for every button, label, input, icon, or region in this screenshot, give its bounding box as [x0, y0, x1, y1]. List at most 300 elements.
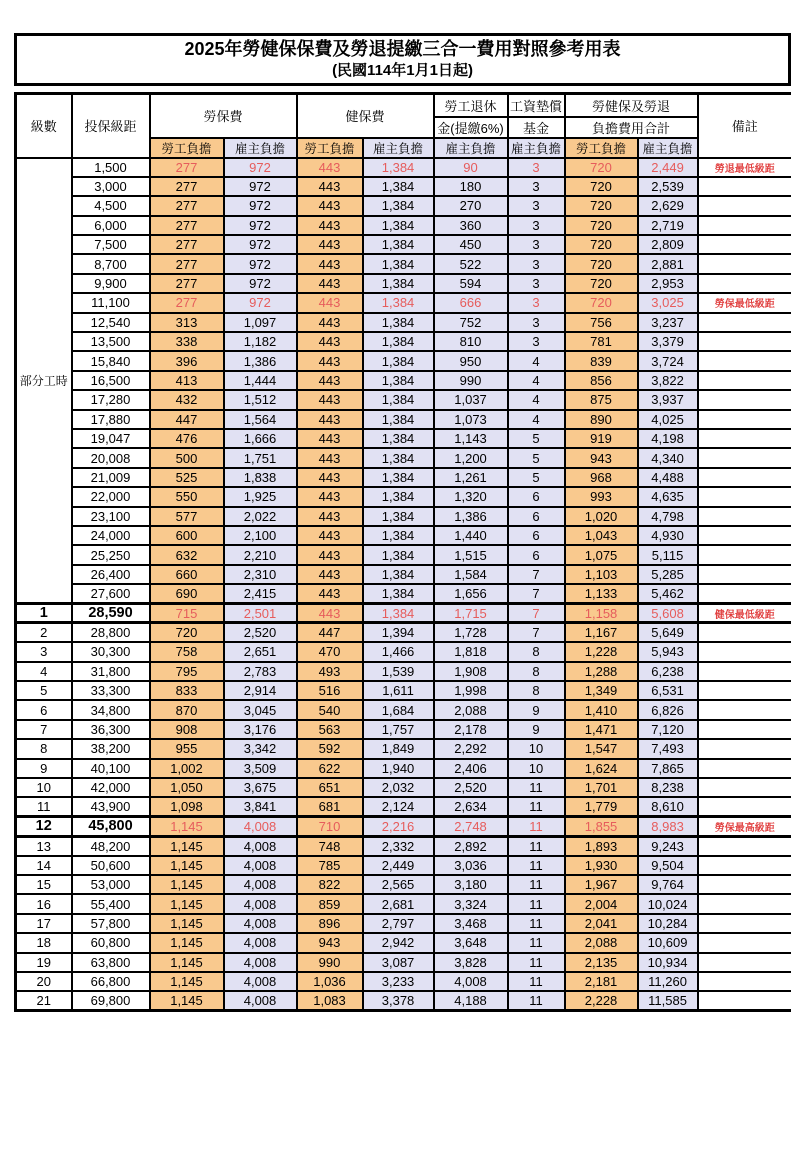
value-cell: 11: [508, 875, 565, 894]
level-cell: 2: [16, 623, 72, 642]
value-cell: 875: [565, 390, 638, 409]
value-cell: 1,083: [297, 991, 363, 1010]
value-cell: 11,260: [638, 972, 698, 991]
value-cell: 1,715: [434, 603, 508, 622]
table-row: [16, 642, 791, 661]
value-cell: 443: [297, 254, 363, 273]
value-cell: 1,097: [224, 313, 297, 332]
value-cell: 972: [224, 177, 297, 196]
col-group-health-insurance: 健保費: [297, 94, 434, 138]
remark-cell: [698, 487, 791, 506]
value-cell: 1,701: [565, 778, 638, 797]
value-cell: 4: [508, 410, 565, 429]
remark-cell: [698, 410, 791, 429]
remark-cell: [698, 700, 791, 719]
value-cell: 277: [150, 254, 224, 273]
table-row: [16, 584, 791, 603]
table-row: [16, 933, 791, 952]
value-cell: 516: [297, 681, 363, 700]
value-cell: 4: [508, 351, 565, 370]
value-cell: 3,648: [434, 933, 508, 952]
value-cell: 2,942: [363, 933, 434, 952]
value-cell: 500: [150, 448, 224, 467]
value-cell: 1,386: [224, 351, 297, 370]
bracket-cell: 17,280: [72, 390, 150, 409]
bracket-cell: 36,300: [72, 720, 150, 739]
bracket-cell: 6,000: [72, 216, 150, 235]
value-cell: 5,115: [638, 545, 698, 564]
value-cell: 1,384: [363, 235, 434, 254]
value-cell: 950: [434, 351, 508, 370]
remark-cell: [698, 235, 791, 254]
value-cell: 1,471: [565, 720, 638, 739]
value-cell: 3: [508, 274, 565, 293]
value-cell: 795: [150, 662, 224, 681]
bracket-cell: 3,000: [72, 177, 150, 196]
level-group-part-time: 部分工時: [16, 158, 72, 604]
bracket-cell: 7,500: [72, 235, 150, 254]
value-cell: 443: [297, 293, 363, 312]
level-cell: 11: [16, 797, 72, 816]
value-cell: 2,178: [434, 720, 508, 739]
value-cell: 2,797: [363, 914, 434, 933]
table-row: [16, 351, 791, 370]
value-cell: 622: [297, 759, 363, 778]
table-row: [16, 158, 791, 177]
value-cell: 1,967: [565, 875, 638, 894]
value-cell: 7: [508, 603, 565, 622]
value-cell: 2,719: [638, 216, 698, 235]
value-cell: 11: [508, 817, 565, 836]
premium-table: [14, 92, 791, 1012]
table-row: [16, 972, 791, 991]
value-cell: 1,050: [150, 778, 224, 797]
value-cell: 470: [297, 642, 363, 661]
value-cell: 3: [508, 177, 565, 196]
remark-cell: 勞保最低級距: [698, 293, 791, 312]
table-row: [16, 700, 791, 719]
value-cell: 2,501: [224, 603, 297, 622]
value-cell: 651: [297, 778, 363, 797]
value-cell: 7,120: [638, 720, 698, 739]
value-cell: 3: [508, 196, 565, 215]
remark-cell: [698, 332, 791, 351]
value-cell: 990: [297, 953, 363, 972]
value-cell: 681: [297, 797, 363, 816]
value-cell: 1,818: [434, 642, 508, 661]
value-cell: 4,635: [638, 487, 698, 506]
value-cell: 1,410: [565, 700, 638, 719]
remark-cell: [698, 429, 791, 448]
page-title: 2025年勞健保保費及勞退提繳三合一費用對照參考用表: [17, 38, 788, 61]
value-cell: 1,200: [434, 448, 508, 467]
bracket-cell: 63,800: [72, 953, 150, 972]
value-cell: 972: [224, 254, 297, 273]
value-cell: 720: [565, 274, 638, 293]
value-cell: 3,045: [224, 700, 297, 719]
level-cell: 20: [16, 972, 72, 991]
value-cell: 2,892: [434, 836, 508, 855]
value-cell: 4,008: [224, 953, 297, 972]
value-cell: 443: [297, 390, 363, 409]
value-cell: 4,008: [224, 972, 297, 991]
value-cell: 447: [150, 410, 224, 429]
table-row: [16, 914, 791, 933]
value-cell: 1,384: [363, 216, 434, 235]
value-cell: 1,666: [224, 429, 297, 448]
value-cell: 720: [565, 177, 638, 196]
remark-cell: [698, 720, 791, 739]
value-cell: 1,075: [565, 545, 638, 564]
col-header-level: 級數: [16, 94, 72, 158]
value-cell: 592: [297, 739, 363, 758]
value-cell: 5,608: [638, 603, 698, 622]
value-cell: 3,937: [638, 390, 698, 409]
remark-cell: [698, 623, 791, 642]
value-cell: 1,167: [565, 623, 638, 642]
value-cell: 4,008: [224, 817, 297, 836]
col-group-wage-fund-line2: 基金: [508, 117, 565, 138]
value-cell: 2,292: [434, 739, 508, 758]
value-cell: 720: [150, 623, 224, 642]
bracket-cell: 66,800: [72, 972, 150, 991]
value-cell: 1,145: [150, 817, 224, 836]
value-cell: 4,930: [638, 526, 698, 545]
value-cell: 3,025: [638, 293, 698, 312]
remark-cell: [698, 894, 791, 913]
value-cell: 4: [508, 390, 565, 409]
value-cell: 2,539: [638, 177, 698, 196]
bracket-cell: 1,500: [72, 158, 150, 177]
value-cell: 4,008: [224, 875, 297, 894]
col-group-wage-fund-line1: 工資墊償: [508, 94, 565, 117]
value-cell: 443: [297, 371, 363, 390]
value-cell: 11: [508, 933, 565, 952]
value-cell: 3,378: [363, 991, 434, 1010]
bracket-cell: 34,800: [72, 700, 150, 719]
table-row: [16, 216, 791, 235]
value-cell: 11: [508, 953, 565, 972]
value-cell: 2,228: [565, 991, 638, 1010]
remark-cell: [698, 836, 791, 855]
level-cell: 1: [16, 603, 72, 622]
value-cell: 443: [297, 429, 363, 448]
bracket-cell: 69,800: [72, 991, 150, 1010]
bracket-cell: 19,047: [72, 429, 150, 448]
bracket-cell: 15,840: [72, 351, 150, 370]
value-cell: 443: [297, 313, 363, 332]
value-cell: 1,384: [363, 487, 434, 506]
value-cell: 277: [150, 235, 224, 254]
value-cell: 1,384: [363, 313, 434, 332]
col-group-total-line1: 勞健保及勞退: [565, 94, 698, 117]
value-cell: 443: [297, 158, 363, 177]
level-cell: 6: [16, 700, 72, 719]
value-cell: 10,024: [638, 894, 698, 913]
value-cell: 3,509: [224, 759, 297, 778]
value-cell: 2,181: [565, 972, 638, 991]
value-cell: 11: [508, 778, 565, 797]
value-cell: 443: [297, 526, 363, 545]
remark-cell: [698, 216, 791, 235]
level-cell: 18: [16, 933, 72, 952]
table-row: [16, 681, 791, 700]
value-cell: 660: [150, 565, 224, 584]
value-cell: 1,849: [363, 739, 434, 758]
value-cell: 11: [508, 914, 565, 933]
value-cell: 443: [297, 565, 363, 584]
value-cell: 4,798: [638, 507, 698, 526]
value-cell: 594: [434, 274, 508, 293]
table-row: [16, 274, 791, 293]
col-header-bracket: 投保級距: [72, 94, 150, 158]
value-cell: 1,384: [363, 274, 434, 293]
level-cell: 17: [16, 914, 72, 933]
value-cell: 1,384: [363, 584, 434, 603]
table-row: [16, 371, 791, 390]
value-cell: 1,384: [363, 526, 434, 545]
value-cell: 972: [224, 274, 297, 293]
value-cell: 9: [508, 700, 565, 719]
value-cell: 11: [508, 894, 565, 913]
value-cell: 443: [297, 507, 363, 526]
table-body: [16, 158, 791, 1011]
value-cell: 9,764: [638, 875, 698, 894]
value-cell: 5: [508, 448, 565, 467]
value-cell: 1,145: [150, 836, 224, 855]
value-cell: 9: [508, 720, 565, 739]
value-cell: 1,145: [150, 933, 224, 952]
table-row: [16, 487, 791, 506]
value-cell: 3,180: [434, 875, 508, 894]
value-cell: 11: [508, 991, 565, 1010]
value-cell: 4,008: [224, 933, 297, 952]
value-cell: 2,004: [565, 894, 638, 913]
level-cell: 8: [16, 739, 72, 758]
remark-cell: 勞退最低級距: [698, 158, 791, 177]
value-cell: 2,565: [363, 875, 434, 894]
value-cell: 1,384: [363, 468, 434, 487]
value-cell: 577: [150, 507, 224, 526]
value-cell: 1,728: [434, 623, 508, 642]
value-cell: 1,584: [434, 565, 508, 584]
subheader-pension-employer: 雇主負擔: [434, 138, 508, 158]
level-cell: 7: [16, 720, 72, 739]
value-cell: 3,036: [434, 856, 508, 875]
level-cell: 14: [16, 856, 72, 875]
value-cell: 540: [297, 700, 363, 719]
value-cell: 432: [150, 390, 224, 409]
value-cell: 2,681: [363, 894, 434, 913]
subheader-labor-employee: 勞工負擔: [150, 138, 224, 158]
value-cell: 720: [565, 216, 638, 235]
value-cell: 8,610: [638, 797, 698, 816]
value-cell: 1,384: [363, 371, 434, 390]
value-cell: 11,585: [638, 991, 698, 1010]
value-cell: 1,320: [434, 487, 508, 506]
value-cell: 413: [150, 371, 224, 390]
remark-cell: [698, 371, 791, 390]
remark-cell: [698, 274, 791, 293]
value-cell: 3: [508, 332, 565, 351]
bracket-cell: 22,000: [72, 487, 150, 506]
level-cell: 15: [16, 875, 72, 894]
value-cell: 2,032: [363, 778, 434, 797]
value-cell: 781: [565, 332, 638, 351]
value-cell: 1,002: [150, 759, 224, 778]
value-cell: 4: [508, 371, 565, 390]
value-cell: 720: [565, 254, 638, 273]
value-cell: 2,022: [224, 507, 297, 526]
table-row: [16, 196, 791, 215]
value-cell: 2,124: [363, 797, 434, 816]
table-row: [16, 526, 791, 545]
value-cell: 522: [434, 254, 508, 273]
col-group-labor-insurance: 勞保費: [150, 94, 297, 138]
value-cell: 443: [297, 196, 363, 215]
subheader-labor-employer: 雇主負擔: [224, 138, 297, 158]
value-cell: 715: [150, 603, 224, 622]
value-cell: 3,724: [638, 351, 698, 370]
table-row: [16, 778, 791, 797]
value-cell: 2,415: [224, 584, 297, 603]
value-cell: 8,983: [638, 817, 698, 836]
value-cell: 1,384: [363, 390, 434, 409]
value-cell: 943: [297, 933, 363, 952]
value-cell: 2,748: [434, 817, 508, 836]
value-cell: 10,284: [638, 914, 698, 933]
value-cell: 890: [565, 410, 638, 429]
value-cell: 4,008: [224, 991, 297, 1010]
value-cell: 6,826: [638, 700, 698, 719]
table-row: [16, 817, 791, 836]
bracket-cell: 45,800: [72, 817, 150, 836]
value-cell: 8: [508, 681, 565, 700]
table-row: [16, 662, 791, 681]
table-header: [16, 94, 791, 158]
value-cell: 1,908: [434, 662, 508, 681]
value-cell: 993: [565, 487, 638, 506]
remark-cell: [698, 351, 791, 370]
bracket-cell: 60,800: [72, 933, 150, 952]
value-cell: 3,675: [224, 778, 297, 797]
table-row: [16, 836, 791, 855]
value-cell: 7: [508, 584, 565, 603]
value-cell: 563: [297, 720, 363, 739]
value-cell: 3: [508, 235, 565, 254]
bracket-cell: 4,500: [72, 196, 150, 215]
value-cell: 3: [508, 158, 565, 177]
value-cell: 748: [297, 836, 363, 855]
value-cell: 443: [297, 448, 363, 467]
remark-cell: [698, 739, 791, 758]
value-cell: 822: [297, 875, 363, 894]
table-row: [16, 875, 791, 894]
value-cell: 2,520: [224, 623, 297, 642]
value-cell: 839: [565, 351, 638, 370]
bracket-cell: 17,880: [72, 410, 150, 429]
table-row: [16, 565, 791, 584]
level-cell: 13: [16, 836, 72, 855]
remark-cell: 勞保最高級距: [698, 817, 791, 836]
value-cell: 5: [508, 468, 565, 487]
remark-cell: [698, 991, 791, 1010]
bracket-cell: 25,250: [72, 545, 150, 564]
value-cell: 752: [434, 313, 508, 332]
bracket-cell: 43,900: [72, 797, 150, 816]
value-cell: 972: [224, 158, 297, 177]
value-cell: 1,073: [434, 410, 508, 429]
value-cell: 443: [297, 332, 363, 351]
value-cell: 955: [150, 739, 224, 758]
value-cell: 277: [150, 158, 224, 177]
value-cell: 1,384: [363, 158, 434, 177]
subheader-wage-fund-employer: 雇主負擔: [508, 138, 565, 158]
value-cell: 1,384: [363, 254, 434, 273]
value-cell: 1,684: [363, 700, 434, 719]
value-cell: 7: [508, 565, 565, 584]
table-row: [16, 254, 791, 273]
remark-cell: [698, 914, 791, 933]
bracket-cell: 50,600: [72, 856, 150, 875]
value-cell: 1,512: [224, 390, 297, 409]
value-cell: 1,539: [363, 662, 434, 681]
value-cell: 4,340: [638, 448, 698, 467]
subheader-total-employer: 雇主負擔: [638, 138, 698, 158]
value-cell: 600: [150, 526, 224, 545]
value-cell: 690: [150, 584, 224, 603]
value-cell: 758: [150, 642, 224, 661]
value-cell: 1,466: [363, 642, 434, 661]
value-cell: 2,088: [434, 700, 508, 719]
level-cell: 9: [16, 759, 72, 778]
table-row: [16, 856, 791, 875]
value-cell: 90: [434, 158, 508, 177]
value-cell: 3,822: [638, 371, 698, 390]
value-cell: 360: [434, 216, 508, 235]
value-cell: 720: [565, 158, 638, 177]
bracket-cell: 57,800: [72, 914, 150, 933]
value-cell: 493: [297, 662, 363, 681]
value-cell: 1,145: [150, 914, 224, 933]
bracket-cell: 9,900: [72, 274, 150, 293]
value-cell: 443: [297, 216, 363, 235]
value-cell: 3: [508, 216, 565, 235]
value-cell: 859: [297, 894, 363, 913]
table-row: [16, 545, 791, 564]
value-cell: 1,020: [565, 507, 638, 526]
value-cell: 277: [150, 216, 224, 235]
value-cell: 8: [508, 662, 565, 681]
value-cell: 5,649: [638, 623, 698, 642]
value-cell: 1,930: [565, 856, 638, 875]
remark-cell: [698, 953, 791, 972]
value-cell: 3,828: [434, 953, 508, 972]
col-group-pension-line1: 勞工退休: [434, 94, 508, 117]
table-row: [16, 894, 791, 913]
value-cell: 2,881: [638, 254, 698, 273]
value-cell: 443: [297, 487, 363, 506]
value-cell: 2,651: [224, 642, 297, 661]
value-cell: 338: [150, 332, 224, 351]
value-cell: 720: [565, 293, 638, 312]
table-row: [16, 293, 791, 312]
value-cell: 3,342: [224, 739, 297, 758]
bracket-cell: 28,800: [72, 623, 150, 642]
table-row: [16, 448, 791, 467]
value-cell: 856: [565, 371, 638, 390]
value-cell: 10,609: [638, 933, 698, 952]
